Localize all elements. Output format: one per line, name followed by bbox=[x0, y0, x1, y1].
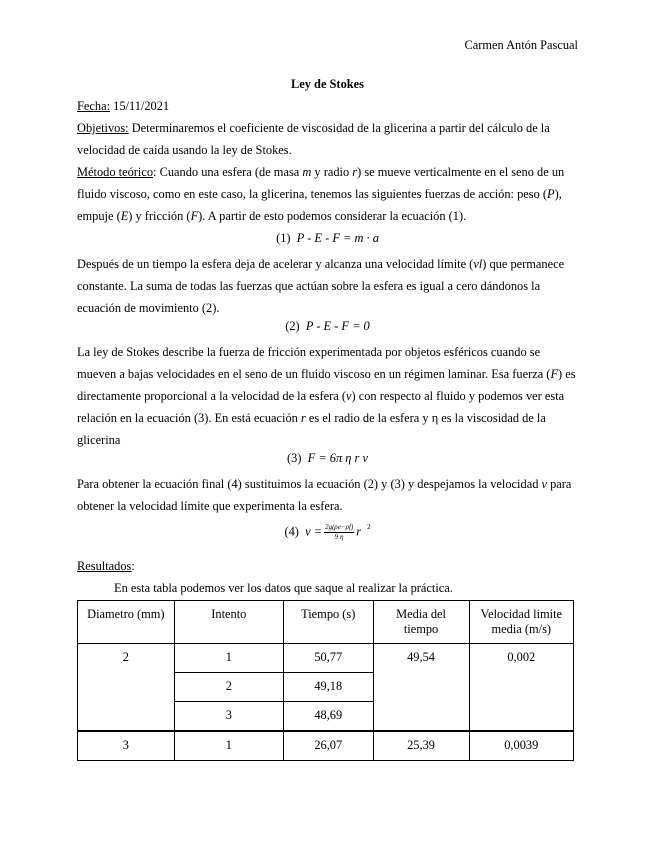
table-header-row bbox=[78, 601, 574, 644]
paragraph-text: ) con respecto al fluido y podemos ver esta relación en la ecuación (3). En está ecuación bbox=[77, 389, 565, 425]
metodo-paragraph bbox=[77, 161, 577, 227]
cell-media: 49,54 bbox=[373, 644, 469, 732]
fecha-value: 15/11/2021 bbox=[110, 99, 170, 113]
equation-body: P - E - F = 0 bbox=[305, 319, 370, 333]
equation-number: (3) bbox=[287, 451, 302, 465]
header-velocidad: Velocidad limite media (m/s) bbox=[469, 601, 573, 644]
objetivos-text: Determinaremos el coeficiente de viscosidad de la glicerina a partir del cálculo de la velocidad de caída usando la ley de Stokes. bbox=[77, 121, 550, 157]
header-intento: Intento bbox=[174, 601, 283, 644]
paragraph-4 bbox=[77, 473, 577, 517]
var-vl: vl bbox=[473, 257, 483, 271]
fraction-denominator: 9 η bbox=[334, 533, 344, 541]
cell-tiempo: 48,69 bbox=[283, 702, 373, 732]
header-diametro: Diametro (mm) bbox=[78, 601, 175, 644]
cell-tiempo: 50,77 bbox=[283, 644, 373, 673]
equation-number: (1) bbox=[276, 231, 291, 245]
paragraph-text: ) es directamente proporcional a la velocidad de la esfera ( bbox=[77, 367, 576, 403]
table-row bbox=[78, 644, 574, 673]
paragraph-text: es el radio de la esfera y η es la viscosidad de la glicerina bbox=[77, 411, 546, 447]
objetivos-label: Objetivos: bbox=[77, 121, 129, 135]
results-table bbox=[77, 600, 574, 761]
paragraph-text: Para obtener la ecuación final (4) sustituimos la ecuación (2) y (3) y despejamos la velocidad bbox=[77, 477, 542, 491]
var-r: r bbox=[300, 411, 306, 425]
cell-media: 25,39 bbox=[373, 731, 469, 761]
cell-velocidad: 0,002 bbox=[469, 644, 573, 732]
var-f: F bbox=[550, 367, 559, 381]
var-r: r bbox=[352, 165, 358, 179]
var-r: r bbox=[356, 524, 362, 539]
equation-4 bbox=[0, 523, 655, 542]
equation-1 bbox=[0, 231, 655, 246]
header-tiempo: Tiempo (s) bbox=[283, 601, 373, 644]
metodo-text: ). A partir de esto podemos considerar la ecuación (1). bbox=[198, 209, 467, 223]
exponent: 2 bbox=[367, 523, 371, 532]
cell-intento: 3 bbox=[174, 702, 283, 732]
var-p: P bbox=[547, 187, 555, 201]
var-v: v bbox=[541, 477, 547, 491]
paragraph-text: para obtener la velocidad límite que experimenta la esfera. bbox=[77, 477, 572, 513]
equation-number: (4) bbox=[284, 524, 299, 539]
var-v: v bbox=[346, 389, 352, 403]
paragraph-3 bbox=[77, 341, 577, 451]
metodo-text: ), empuje ( bbox=[77, 187, 562, 223]
var-m: m bbox=[302, 165, 312, 179]
cell-intento: 2 bbox=[174, 673, 283, 702]
cell-diametro: 2 bbox=[78, 644, 175, 732]
equation-3 bbox=[0, 451, 655, 466]
metodo-label: Método teórico bbox=[77, 165, 154, 179]
equation-number: (2) bbox=[285, 319, 300, 333]
cell-intento: 1 bbox=[174, 644, 283, 673]
resultados-label: Resultados bbox=[77, 559, 132, 573]
resultados-colon: : bbox=[131, 559, 135, 573]
document-title: Ley de Stokes bbox=[291, 77, 364, 91]
metodo-text: ) y fricción ( bbox=[128, 209, 191, 223]
equation-2 bbox=[0, 319, 655, 334]
equation-body: P - E - F = m · a bbox=[296, 231, 379, 245]
objetivos-paragraph bbox=[77, 117, 577, 161]
paragraph-text: La ley de Stokes describe la fuerza de fricción experimentada por objetos esféricos cuando se mueven a bajas velocidades en el seno de un fluido viscoso en un régimen laminar. Esa fuerza ( bbox=[77, 345, 551, 381]
equation-body: F = 6π η r v bbox=[307, 451, 368, 465]
paragraph-text: Después de un tiempo la esfera deja de acelerar y alcanza una velocidad límite ( bbox=[77, 257, 474, 271]
tabla-intro: En esta tabla podemos ver los datos que saque al realizar la práctica. bbox=[114, 581, 453, 595]
equation-fraction bbox=[324, 523, 354, 542]
fecha-line bbox=[77, 95, 577, 117]
var-e: E bbox=[120, 209, 129, 223]
metodo-text: ) se mueve verticalmente en el seno de un fluido viscoso, como en este caso, la glicerina, tenemos las siguientes fuerzas de acción: peso ( bbox=[77, 165, 565, 201]
var-f: F bbox=[190, 209, 199, 223]
equation-lhs: v = bbox=[305, 524, 323, 539]
cell-tiempo: 49,18 bbox=[283, 673, 373, 702]
cell-tiempo: 26,07 bbox=[283, 731, 373, 761]
metodo-text: : Cuando una esfera (de masa bbox=[153, 165, 303, 179]
header-media: Media del tiempo bbox=[373, 601, 469, 644]
table-row bbox=[78, 731, 574, 761]
cell-diametro: 3 bbox=[78, 731, 175, 761]
paragraph-2 bbox=[77, 253, 577, 319]
cell-intento: 1 bbox=[174, 731, 283, 761]
cell-velocidad: 0,0039 bbox=[469, 731, 573, 761]
resultados-heading bbox=[77, 555, 577, 577]
author-name: Carmen Antón Pascual bbox=[464, 38, 578, 52]
paragraph-text: ) que permanece constante. La suma de todas las fuerzas que actúan sobre la esfera es igual a cero dándonos la ecuación de movimiento (2). bbox=[77, 257, 565, 315]
fecha-label: Fecha: bbox=[77, 99, 111, 113]
metodo-text: y radio bbox=[311, 165, 353, 179]
fraction-numerator: 2g(ρe−ρf) bbox=[325, 523, 354, 531]
